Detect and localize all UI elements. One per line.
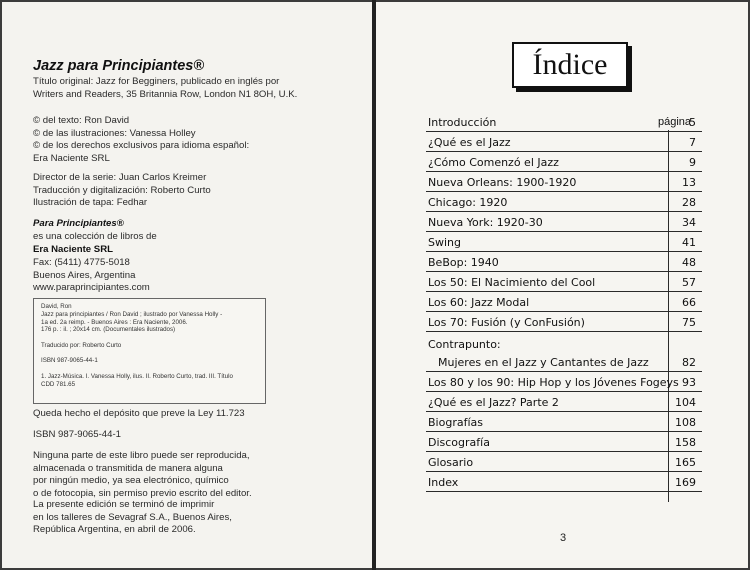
rights-text: Ninguna parte de este libro puede ser reproducida, almacenada o transmitida de manera alguna por ningún medio, ya sea electrónico, químico o de fotocopia, sin permiso previo escrito del editor. xyxy=(33,450,252,499)
toc-entry-page: 82 xyxy=(682,356,696,369)
copyright-page xyxy=(2,2,372,568)
credits-text: Director de la serie: Juan Carlos Kreimer Traducción y digitalización: Roberto Curto Ilustración de tapa: Fedhar xyxy=(33,172,211,209)
series-name: Para Principiantes® xyxy=(33,218,124,229)
toc-entry-label: Nueva York: 1920-30 xyxy=(428,216,543,229)
toc-entry-page: 165 xyxy=(675,456,696,469)
toc-entry-page: 7 xyxy=(689,136,696,149)
catalog-subjects: 1. Jazz-Música. I. Vanessa Holly, ilus. II. Roberto Curto, trad. III. Título CDD 781.65 xyxy=(41,373,233,388)
toc-rule xyxy=(426,151,702,152)
toc-entry-label: Los 70: Fusión (y ConFusión) xyxy=(428,316,585,329)
toc-entry-page: 57 xyxy=(682,276,696,289)
toc-rule xyxy=(426,231,702,232)
toc-rule xyxy=(426,411,702,412)
toc-rule xyxy=(426,311,702,312)
toc-entry-label: Swing xyxy=(428,236,461,249)
toc-entry-page: 104 xyxy=(675,396,696,409)
toc-entry-page: 9 xyxy=(689,156,696,169)
publisher-name: Era Naciente SRL xyxy=(33,244,113,255)
toc-entry-page: 158 xyxy=(675,436,696,449)
page-column-rule xyxy=(668,130,669,502)
index-title: Índice xyxy=(512,42,628,88)
contact-info: Fax: (5411) 4775-5018 Buenos Aires, Argentina www.paraprincipiantes.com xyxy=(33,257,150,294)
series-line: es una colección de libros de xyxy=(33,231,157,242)
toc-entry-label: Biografías xyxy=(428,416,483,429)
toc-entry-page: 75 xyxy=(682,316,696,329)
toc-entry-page: 13 xyxy=(682,176,696,189)
toc-entry-label: Introducción xyxy=(428,116,497,129)
toc-rule xyxy=(426,171,702,172)
toc-entry-label: Contrapunto: xyxy=(428,338,501,351)
index-page xyxy=(376,2,748,568)
toc-entry-label: Los 80 y los 90: Hip Hop y los Jóvenes Fogeys xyxy=(428,376,679,389)
printing-text: La presente edición se terminó de imprimir en los talleres de Sevagraf S.A., Buenos Aires, República Argentina, en abril de 2006. xyxy=(33,499,232,536)
toc-entry-page: 169 xyxy=(675,476,696,489)
toc-entry-label: ¿Qué es el Jazz xyxy=(428,136,511,149)
catalog-entry: Jazz para principiantes / Ron David ; ilustrado por Vanessa Holly - 1a ed. 2a reimp. - Buenos Aires : Era Naciente, 2006. 176 p. : il. ; 20x14 cm. (Documentales ilustrados) xyxy=(41,311,223,334)
toc-entry-page: 34 xyxy=(682,216,696,229)
catalog-isbn: ISBN 987-9065-44-1 xyxy=(41,357,98,364)
toc-entry-page: 28 xyxy=(682,196,696,209)
copyright-text: © del texto: Ron David © de las ilustraciones: Vanessa Holley © de los derechos exclusivos para idioma español: Era Naciente SRL xyxy=(33,115,250,164)
original-title-text: Título original: Jazz for Begginers, publicado en inglés por Writers and Readers, 35 Britannia Row, London N1 8OH, U.K. xyxy=(33,76,298,100)
book-title: Jazz para Principiantes® xyxy=(33,58,205,74)
toc-entry-label: Mujeres en el Jazz y Cantantes de Jazz xyxy=(438,356,649,369)
toc-rule xyxy=(426,451,702,452)
toc-rule xyxy=(426,491,702,492)
toc-entry-page: 41 xyxy=(682,236,696,249)
toc-rule xyxy=(426,431,702,432)
toc-rule xyxy=(426,371,702,372)
toc-entry-page: 66 xyxy=(682,296,696,309)
toc-rule xyxy=(426,331,702,332)
toc-rule xyxy=(426,191,702,192)
catalog-card xyxy=(33,298,266,404)
toc-rule xyxy=(426,291,702,292)
toc-entry-label: Chicago: 1920 xyxy=(428,196,508,209)
page-header-label: página xyxy=(658,116,692,128)
toc-entry-page: 93 xyxy=(682,376,696,389)
toc-entry-label: ¿Cómo Comenzó el Jazz xyxy=(428,156,559,169)
toc-entry-label: BeBop: 1940 xyxy=(428,256,499,269)
toc-entry-page: 48 xyxy=(682,256,696,269)
isbn-text: ISBN 987-9065-44-1 xyxy=(33,429,121,440)
toc-entry-label: Glosario xyxy=(428,456,474,469)
toc-rule xyxy=(426,471,702,472)
toc-entry-label: Los 50: El Nacimiento del Cool xyxy=(428,276,596,289)
toc-entry-label: Discografía xyxy=(428,436,490,449)
toc-rule xyxy=(426,211,702,212)
toc-rule xyxy=(426,391,702,392)
toc-entry-page: 5 xyxy=(689,116,696,129)
catalog-author: David, Ron xyxy=(41,303,72,310)
toc-entry-label: Index xyxy=(428,476,459,489)
page-number: 3 xyxy=(560,532,567,544)
toc-rule xyxy=(426,131,702,132)
toc-rule xyxy=(426,251,702,252)
toc-entry-page: 108 xyxy=(675,416,696,429)
catalog-translator: Traducido por: Roberto Curto xyxy=(41,342,122,349)
toc-entry-label: ¿Qué es el Jazz? Parte 2 xyxy=(428,396,559,409)
toc-entry-label: Nueva Orleans: 1900-1920 xyxy=(428,176,577,189)
toc-rule xyxy=(426,271,702,272)
legal-deposit: Queda hecho el depósito que preve la Ley 11.723 xyxy=(33,408,245,419)
toc-entry-label: Los 60: Jazz Modal xyxy=(428,296,530,309)
